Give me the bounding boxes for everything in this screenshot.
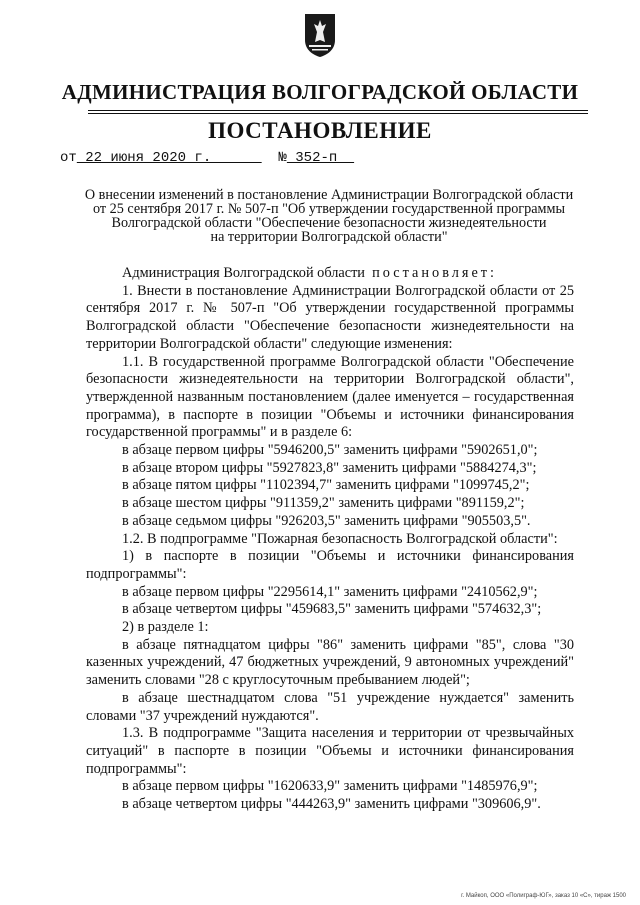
paragraph-1-2-2-b: в абзаце шестнадцатом слова "51 учреждение нуждается" заменить словами "37 учреждений нуждаются". [86, 689, 574, 724]
date-prefix: от [60, 150, 77, 166]
list-item: в абзаце первом цифры "2295614,1" заменить цифрами "2410562,9"; [122, 583, 538, 600]
subject-line: О внесении изменений в постановление Администрации Волгоградской области [84, 187, 574, 203]
list-item: в абзаце четвертом цифры "444263,9" заменить цифрами "309606,9". [122, 796, 541, 813]
subject-line: на территории Волгоградской области" [210, 229, 448, 245]
intro-text: Администрация Волгоградской области [122, 265, 365, 281]
subject-line: Волгоградской области "Обеспечение безопасности жизнедеятельности [111, 215, 547, 231]
paragraph-1: 1. Внести в постановление Администрации Волгоградской области от 25 сентября 2017 г. № 507-п "Об утверждении государственной программы Волгоградской области "Обеспечение безопасности жизнедеятельности на территории Волгоградской области" следующие изменения: [86, 282, 574, 352]
print-footer: г. Майкоп, ООО «Полиграф-ЮГ», заказ 10 «С», тираж 1500 [461, 893, 626, 899]
document-date: 22 июня 2020 г. [76, 150, 262, 166]
paragraph-1-2-2: 2) в разделе 1: [122, 619, 209, 636]
paragraph-1-2-2-a: в абзаце пятнадцатом цифры "86" заменить цифрами "85", слова "30 казенных учреждений, 47 бюджетных учреждений, 9 автономных учреждений" заменить словами "28 с круглосуточным пребыванием людей"; [86, 636, 574, 689]
paragraph-1-2: 1.2. В подпрограмме "Пожарная безопасность Волгоградской области": [122, 530, 558, 547]
document-type-title: ПОСТАНОВЛЕНИЕ [208, 118, 432, 143]
list-item: в абзаце втором цифры "5927823,8" заменить цифрами "5884274,3"; [122, 459, 537, 476]
list-item: в абзаце седьмом цифры "926203,5" заменить цифрами "905503,5". [122, 512, 531, 529]
decree-word: постановляет: [372, 265, 498, 281]
list-item: в абзаце первом цифры "1620633,9" заменить цифрами "1485976,9"; [122, 778, 538, 795]
document-number: 352-п [286, 150, 355, 166]
document-subject [84, 188, 574, 244]
document-body [86, 265, 574, 814]
header-rule-thin [88, 113, 588, 114]
date-and-number-line [60, 150, 354, 166]
intro-paragraph [86, 265, 574, 283]
header-rule-thick [88, 110, 588, 111]
number-label: № [278, 150, 287, 166]
paragraph-1-1: 1.1. В государственной программе Волгоградской области "Обеспечение безопасности жизнедеятельности на территории Волгоградской области", утвержденной названным постановлением (далее именуется – государственная программа), в паспорте в позиции "Объемы и источники финансирования государственной программы" и в разделе 6: [86, 353, 574, 441]
paragraph-1-2-1: 1) в паспорте в позиции "Объемы и источники финансирования подпрограммы": [86, 548, 574, 582]
list-item: в абзаце первом цифры "5946200,5" заменить цифрами "5902651,0"; [122, 442, 538, 459]
list-item: в абзаце шестом цифры "911359,2" заменить цифрами "891159,2"; [122, 495, 525, 512]
organization-title: АДМИНИСТРАЦИЯ ВОЛГОГРАДСКОЙ ОБЛАСТИ [61, 80, 579, 104]
coat-of-arms-icon [303, 12, 337, 58]
list-item: в абзаце четвертом цифры "459683,5" заменить цифрами "574632,3"; [122, 601, 542, 618]
subject-line: от 25 сентября 2017 г. № 507-п "Об утверждении государственной программы [92, 201, 566, 217]
list-item: в абзаце пятом цифры "1102394,7" заменить цифрами "1099745,2"; [122, 477, 530, 494]
paragraph-1-3: 1.3. В подпрограмме "Защита населения и территории от чрезвычайных ситуаций" в паспорте в позиции "Объемы и источники финансирования подпрограммы": [86, 725, 574, 777]
